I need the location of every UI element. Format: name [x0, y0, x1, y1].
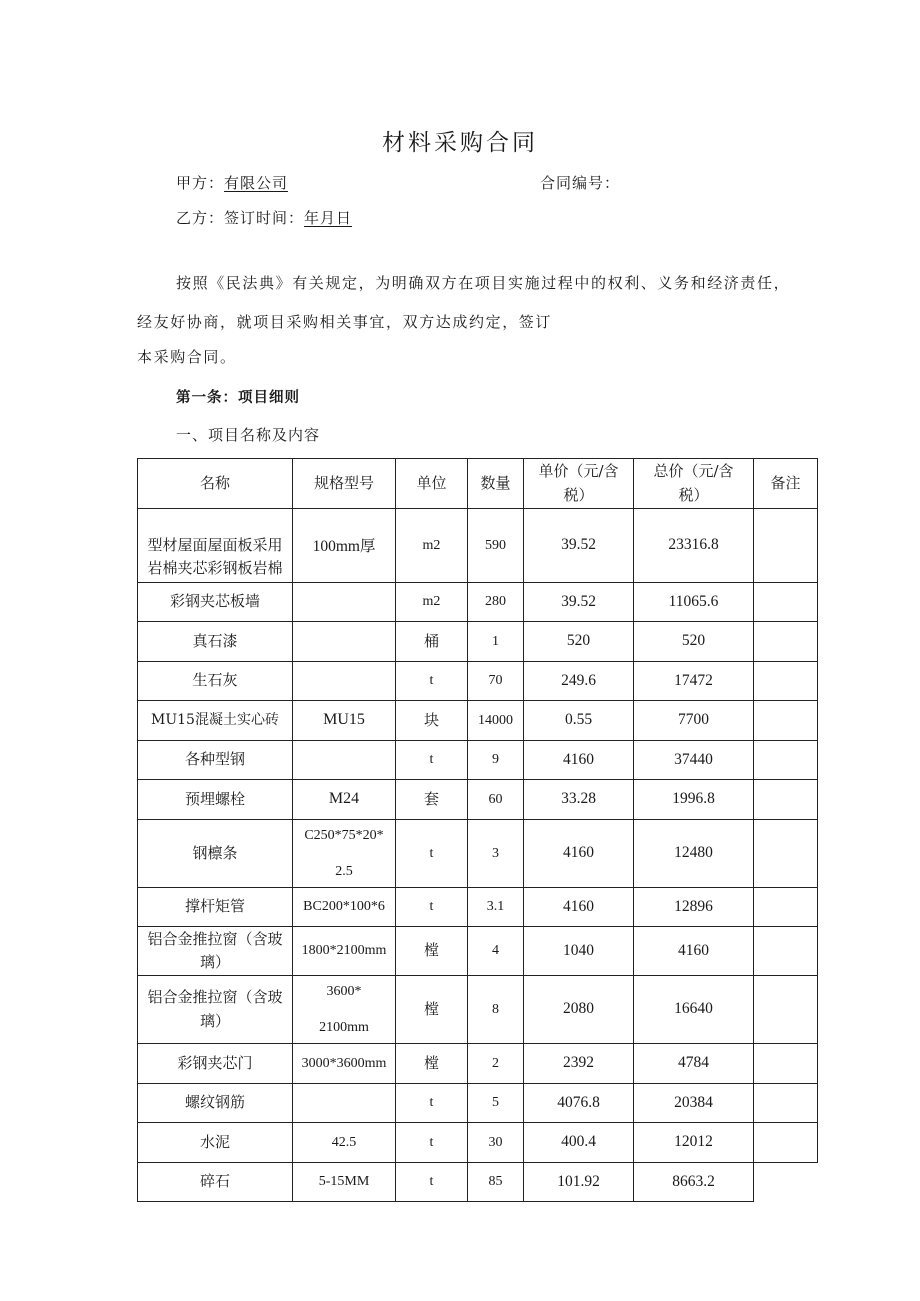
cell-spec-line-1: C250*75*20* — [304, 827, 384, 843]
cell-note — [754, 820, 818, 888]
contract-title: 材料采购合同 — [382, 130, 538, 156]
header-unit-price — [524, 459, 634, 509]
header-unit-price-line-1: 单价（元/含 — [538, 462, 619, 481]
cell-name-line-1: 铝合金推拉窗（含玻 — [147, 929, 283, 948]
cell-unit: 块 — [396, 701, 468, 741]
cell-price: 4160 — [524, 888, 634, 927]
cell-qty: 3 — [468, 820, 524, 888]
header-unit-price-line-2: 税） — [563, 485, 594, 504]
cell-note — [754, 509, 818, 583]
cell-name: 螺纹钢筋 — [138, 1084, 293, 1123]
header-total-line-1: 总价（元/含 — [653, 462, 734, 481]
table-row — [138, 701, 818, 741]
cell-name-line-2: 岩棉夹芯彩钢板岩棉 — [147, 558, 283, 577]
cell-price: 2392 — [524, 1044, 634, 1084]
intro-line-2: 经友好协商，就项目采购相关事宜，双方达成约定，签订 — [137, 313, 553, 331]
cell-unit: 樘 — [396, 976, 468, 1044]
header-qty: 数量 — [468, 459, 524, 509]
cell-name: 撑杆矩管 — [138, 888, 293, 927]
cell-qty: 5 — [468, 1084, 524, 1123]
cell-total: 23316.8 — [634, 509, 754, 583]
article-1-subheading: 一、项目名称及内容 — [176, 426, 321, 444]
cell-total: 12896 — [634, 888, 754, 927]
cell-spec: 5-15MM — [293, 1163, 396, 1202]
cell-name-line-1: 铝合金推拉窗（含玻 — [147, 988, 283, 1007]
cell-unit: t — [396, 820, 468, 888]
sign-time-value: 年月日 — [304, 209, 353, 227]
cell-name: 钢檩条 — [138, 820, 293, 888]
header-name: 名称 — [138, 459, 293, 509]
cell-price: 520 — [524, 622, 634, 662]
header-note: 备注 — [754, 459, 818, 509]
cell-unit: 桶 — [396, 622, 468, 662]
cell-total: 12480 — [634, 820, 754, 888]
cell-qty: 60 — [468, 780, 524, 820]
cell-unit: t — [396, 1123, 468, 1163]
cell-name-line-2: 璃） — [199, 953, 230, 971]
cell-spec: 1800*2100mm — [293, 927, 396, 976]
cell-note — [754, 780, 818, 820]
cell-spec — [293, 741, 396, 780]
cell-total: 20384 — [634, 1084, 754, 1123]
cell-qty: 8 — [468, 976, 524, 1044]
cell-price: 33.28 — [524, 780, 634, 820]
cell-price: 249.6 — [524, 662, 634, 701]
intro-line-1: 按照《民法典》有关规定，为明确双方在项目实施过程中的权利、义务和经济责任， — [176, 274, 791, 292]
cell-name: 预埋螺栓 — [138, 780, 293, 820]
cell-price: 39.52 — [524, 583, 634, 622]
cell-qty: 4 — [468, 927, 524, 976]
cell-name: 彩钢夹芯板墙 — [138, 583, 293, 622]
table-row — [138, 927, 818, 976]
cell-note — [754, 622, 818, 662]
cell-unit: m2 — [396, 583, 468, 622]
cell-qty: 2 — [468, 1044, 524, 1084]
cell-name-line-2: 璃） — [199, 1011, 230, 1030]
party-b-label: 乙方： — [176, 209, 225, 227]
cell-spec — [293, 662, 396, 701]
cell-total: 12012 — [634, 1123, 754, 1163]
cell-price: 0.55 — [524, 701, 634, 741]
cell-name — [138, 509, 293, 583]
cell-unit: t — [396, 662, 468, 701]
cell-spec — [293, 583, 396, 622]
cell-spec: 42.5 — [293, 1123, 396, 1163]
cell-qty: 3.1 — [468, 888, 524, 927]
cell-unit: 套 — [396, 780, 468, 820]
header-total-line-2: 税） — [678, 485, 709, 504]
header-unit: 单位 — [396, 459, 468, 509]
table-row — [138, 583, 818, 622]
cell-name: 水泥 — [138, 1123, 293, 1163]
cell-spec: 100mm厚 — [293, 509, 396, 583]
cell-total: 17472 — [634, 662, 754, 701]
items-table — [137, 458, 818, 1202]
table-row — [138, 976, 818, 1044]
cell-total: 520 — [634, 622, 754, 662]
table-row — [138, 622, 818, 662]
cell-note — [754, 1044, 818, 1084]
cell-qty: 9 — [468, 741, 524, 780]
cell-unit: 樘 — [396, 927, 468, 976]
cell-note — [754, 1123, 818, 1163]
cell-note — [754, 1084, 818, 1123]
table-row — [138, 509, 818, 583]
cell-unit: t — [396, 1163, 468, 1202]
cell-price: 101.92 — [524, 1163, 634, 1202]
cell-name — [138, 976, 293, 1044]
table-row — [138, 1084, 818, 1123]
header-total — [634, 459, 754, 509]
cell-note — [754, 583, 818, 622]
table-row — [138, 888, 818, 927]
cell-qty: 70 — [468, 662, 524, 701]
cell-total: 8663.2 — [634, 1163, 754, 1202]
cell-name: 彩钢夹芯门 — [138, 1044, 293, 1084]
cell-name: 真石漆 — [138, 622, 293, 662]
cell-name: MU15混凝土实心砖 — [138, 701, 293, 741]
party-a-line — [176, 172, 288, 193]
cell-total: 4784 — [634, 1044, 754, 1084]
table-row — [138, 662, 818, 701]
cell-unit: t — [396, 1084, 468, 1123]
cell-name: 碎石 — [138, 1163, 293, 1202]
cell-price: 4076.8 — [524, 1084, 634, 1123]
party-a-value: 有限公司 — [224, 174, 289, 192]
cell-note — [754, 662, 818, 701]
cell-note — [754, 888, 818, 927]
cell-price: 1040 — [524, 927, 634, 976]
cell-spec — [293, 820, 396, 888]
cell-qty: 1 — [468, 622, 524, 662]
table-row — [138, 780, 818, 820]
cell-spec-line-2: 2100mm — [319, 1019, 369, 1035]
cell-spec-line-1: 3600* — [326, 983, 362, 999]
cell-qty: 280 — [468, 583, 524, 622]
cell-total: 4160 — [634, 927, 754, 976]
cell-name-line-1: 型材屋面屋面板采用 — [147, 535, 283, 554]
cell-price: 4160 — [524, 820, 634, 888]
cell-qty: 30 — [468, 1123, 524, 1163]
cell-price: 400.4 — [524, 1123, 634, 1163]
contract-number-label: 合同编号： — [540, 174, 621, 192]
party-a-label: 甲方： — [176, 174, 225, 192]
cell-spec — [293, 1084, 396, 1123]
party-b-line — [176, 207, 352, 228]
table-row — [138, 820, 818, 888]
table-row — [138, 1044, 818, 1084]
table-row — [138, 741, 818, 780]
cell-total: 7700 — [634, 701, 754, 741]
cell-spec: M24 — [293, 780, 396, 820]
cell-name: 各种型钢 — [138, 741, 293, 780]
cell-note — [754, 741, 818, 780]
cell-spec: BC200*100*6 — [293, 888, 396, 927]
cell-spec: MU15 — [293, 701, 396, 741]
table-row — [138, 1123, 818, 1163]
cell-spec-line-2: 2.5 — [335, 863, 353, 879]
cell-spec: 3000*3600mm — [293, 1044, 396, 1084]
cell-price: 4160 — [524, 741, 634, 780]
cell-total: 16640 — [634, 976, 754, 1044]
cell-unit: t — [396, 741, 468, 780]
cell-spec — [293, 976, 396, 1044]
article-1-heading: 第一条：项目细则 — [176, 390, 300, 406]
cell-qty: 590 — [468, 509, 524, 583]
cell-total: 37440 — [634, 741, 754, 780]
sign-time-label: 签订时间： — [224, 209, 305, 227]
cell-spec — [293, 622, 396, 662]
header-spec: 规格型号 — [293, 459, 396, 509]
cell-total: 1996.8 — [634, 780, 754, 820]
intro-line-3: 本采购合同。 — [137, 348, 237, 366]
cell-price: 39.52 — [524, 509, 634, 583]
cell-unit: m2 — [396, 509, 468, 583]
cell-name: 生石灰 — [138, 662, 293, 701]
cell-price: 2080 — [524, 976, 634, 1044]
cell-total: 11065.6 — [634, 583, 754, 622]
cell-note — [754, 1163, 818, 1202]
cell-unit: 樘 — [396, 1044, 468, 1084]
table-header-row — [138, 459, 818, 509]
table-row — [138, 1163, 818, 1202]
cell-unit: t — [396, 888, 468, 927]
cell-note — [754, 701, 818, 741]
cell-qty: 14000 — [468, 701, 524, 741]
cell-note — [754, 927, 818, 976]
cell-note — [754, 976, 818, 1044]
cell-qty: 85 — [468, 1163, 524, 1202]
cell-name — [138, 927, 293, 976]
